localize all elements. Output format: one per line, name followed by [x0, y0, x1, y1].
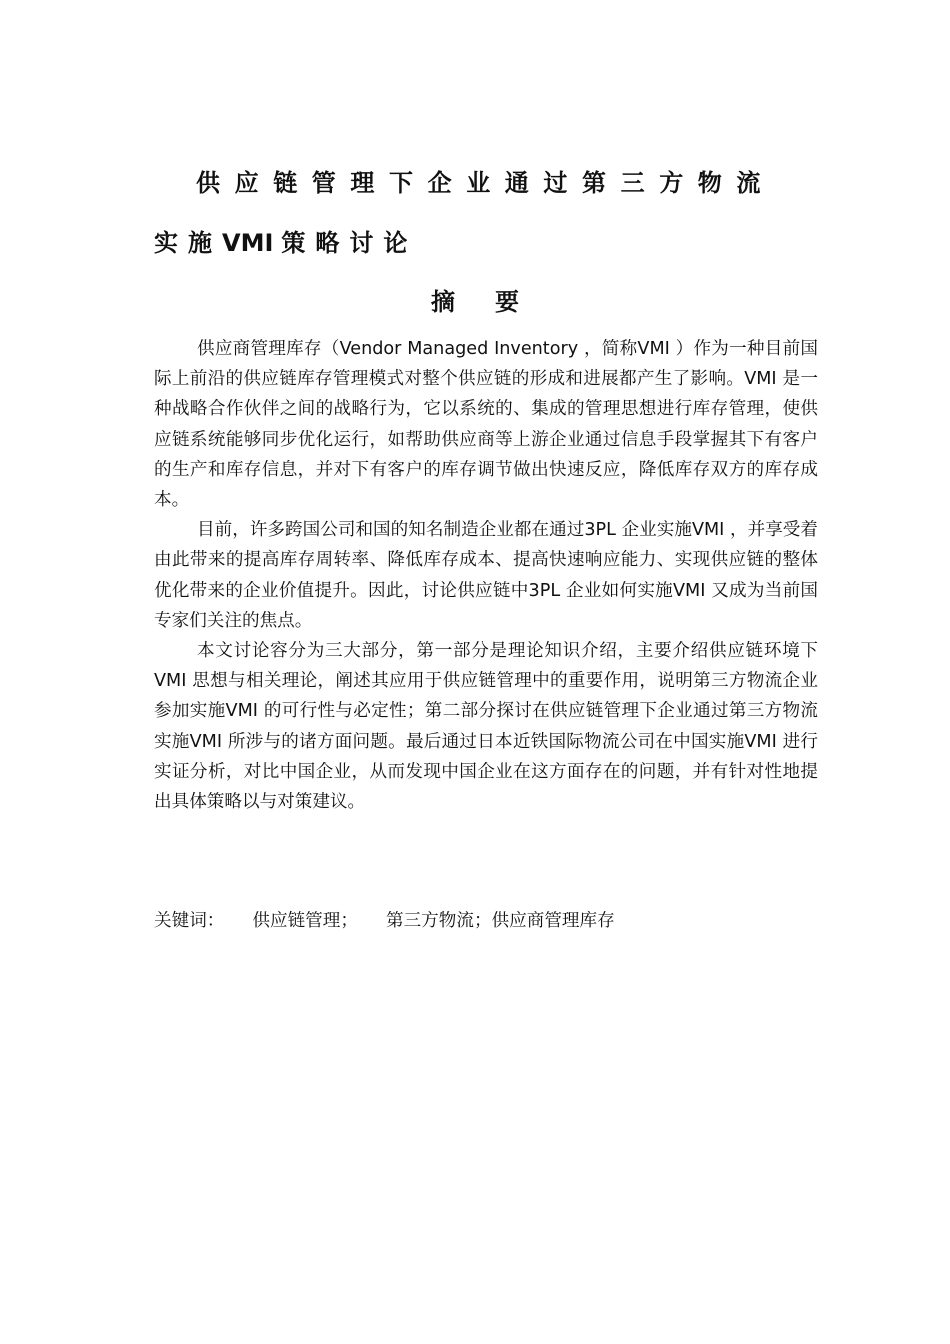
keywords-label: 关键词：	[154, 911, 225, 931]
keyword-item: 第三方物流；供应商管理库存	[385, 911, 615, 931]
keyword-item: 供应链管理；	[252, 911, 358, 931]
keywords-line	[154, 906, 615, 936]
abstract-paragraph: 目前，许多跨国公司和国的知名制造企业都在通过3PL 企业实施VMI ，并享受着由此带来的提高库存周转率、降低库存成本、提高快速响应能力、实现供应链的整体优化带来的企业价值提升。因此，讨论供应链中3PL 企业如何实施VMI 又成为当前国专家们关注的焦点。	[154, 520, 818, 631]
abstract-paragraph: 本文讨论容分为三大部分，第一部分是理论知识介绍，主要介绍供应链环境下VMI 思想与相关理论，阐述其应用于供应链管理中的重要作用，说明第三方物流企业参加实施VMI 的可行性与必定性；第二部分探讨在供应链管理下企业通过第三方物流实施VMI 所涉与的诸方面问题。最后通过日本近铁国际物流公司在中国实施VMI 进行实证分析，对比中国企业，从而发现中国企业在这方面存在的问题，并有针对性地提出具体策略以与对策建议。	[154, 641, 818, 813]
abstract-paragraph: 供应商管理库存（Vendor Managed Inventory ，简称VMI ）作为一种目前国际上前沿的供应链库存管理模式对整个供应链的形成和进展都产生了影响。VMI 是一种战略合作伙伴之间的战略行为，它以系统的、集成的管理思想进行库存管理，使供应链系统能够同步优化运行，如帮助供应商等上游企业通过信息手段掌握其下有客户的生产和库存信息，并对下有客户的库存调节做出快速反应，降低库存双方的库存成本。	[154, 339, 818, 511]
title-line-2-latin: VMI	[222, 229, 274, 257]
abstract-heading: 摘要	[431, 288, 559, 316]
abstract-body	[154, 334, 818, 817]
title-line-2	[154, 226, 417, 260]
title-line-2-suffix: 策略讨论	[281, 229, 418, 257]
title-line-2-prefix: 实施	[154, 229, 222, 257]
title-line-1: 供应链管理下企业通过第三方物流	[196, 169, 775, 197]
